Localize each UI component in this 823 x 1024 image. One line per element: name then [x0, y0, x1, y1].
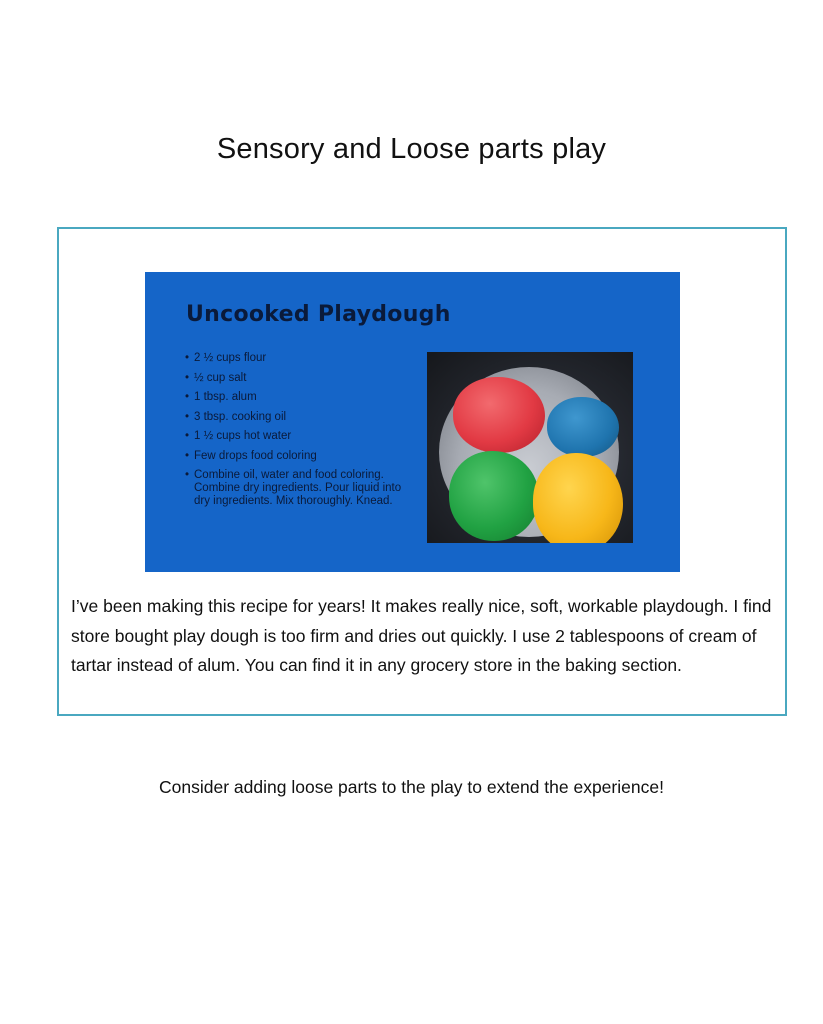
- ingredient-item: • 2 ½ cups flour: [185, 352, 415, 365]
- recipe-card: [145, 272, 680, 572]
- ingredient-item: • ½ cup salt: [185, 372, 415, 385]
- red-dough-ball: [453, 377, 545, 453]
- playdough-photo: [427, 352, 633, 543]
- footer-note: Consider adding loose parts to the play to extend the experience!: [159, 777, 664, 797]
- ingredient-item: • Few drops food coloring: [185, 450, 415, 463]
- ingredient-list: [185, 352, 415, 515]
- ingredient-item: • 3 tbsp. cooking oil: [185, 411, 415, 424]
- instruction-item: • Combine oil, water and food coloring. Combine dry ingredients. Pour liquid into dry ingredients. Mix thoroughly. Knead.: [185, 469, 415, 508]
- plate-image: [439, 367, 619, 537]
- recipe-title: Uncooked Playdough: [186, 302, 451, 327]
- recipe-frame: [57, 227, 787, 716]
- recipe-note: I’ve been making this recipe for years! It makes really nice, soft, workable playdough. I find store bought play dough is too firm and dries out quickly. I use 2 tablespoons of cream of tartar instead of alum. You can find it in any grocery store in the baking section.: [71, 596, 772, 675]
- blue-dough-ball: [547, 397, 619, 457]
- ingredient-item: • 1 ½ cups hot water: [185, 430, 415, 443]
- yellow-dough-ball: [533, 453, 623, 543]
- green-dough-ball: [449, 451, 539, 541]
- ingredient-item: • 1 tbsp. alum: [185, 391, 415, 404]
- page-title: Sensory and Loose parts play: [216, 133, 607, 165]
